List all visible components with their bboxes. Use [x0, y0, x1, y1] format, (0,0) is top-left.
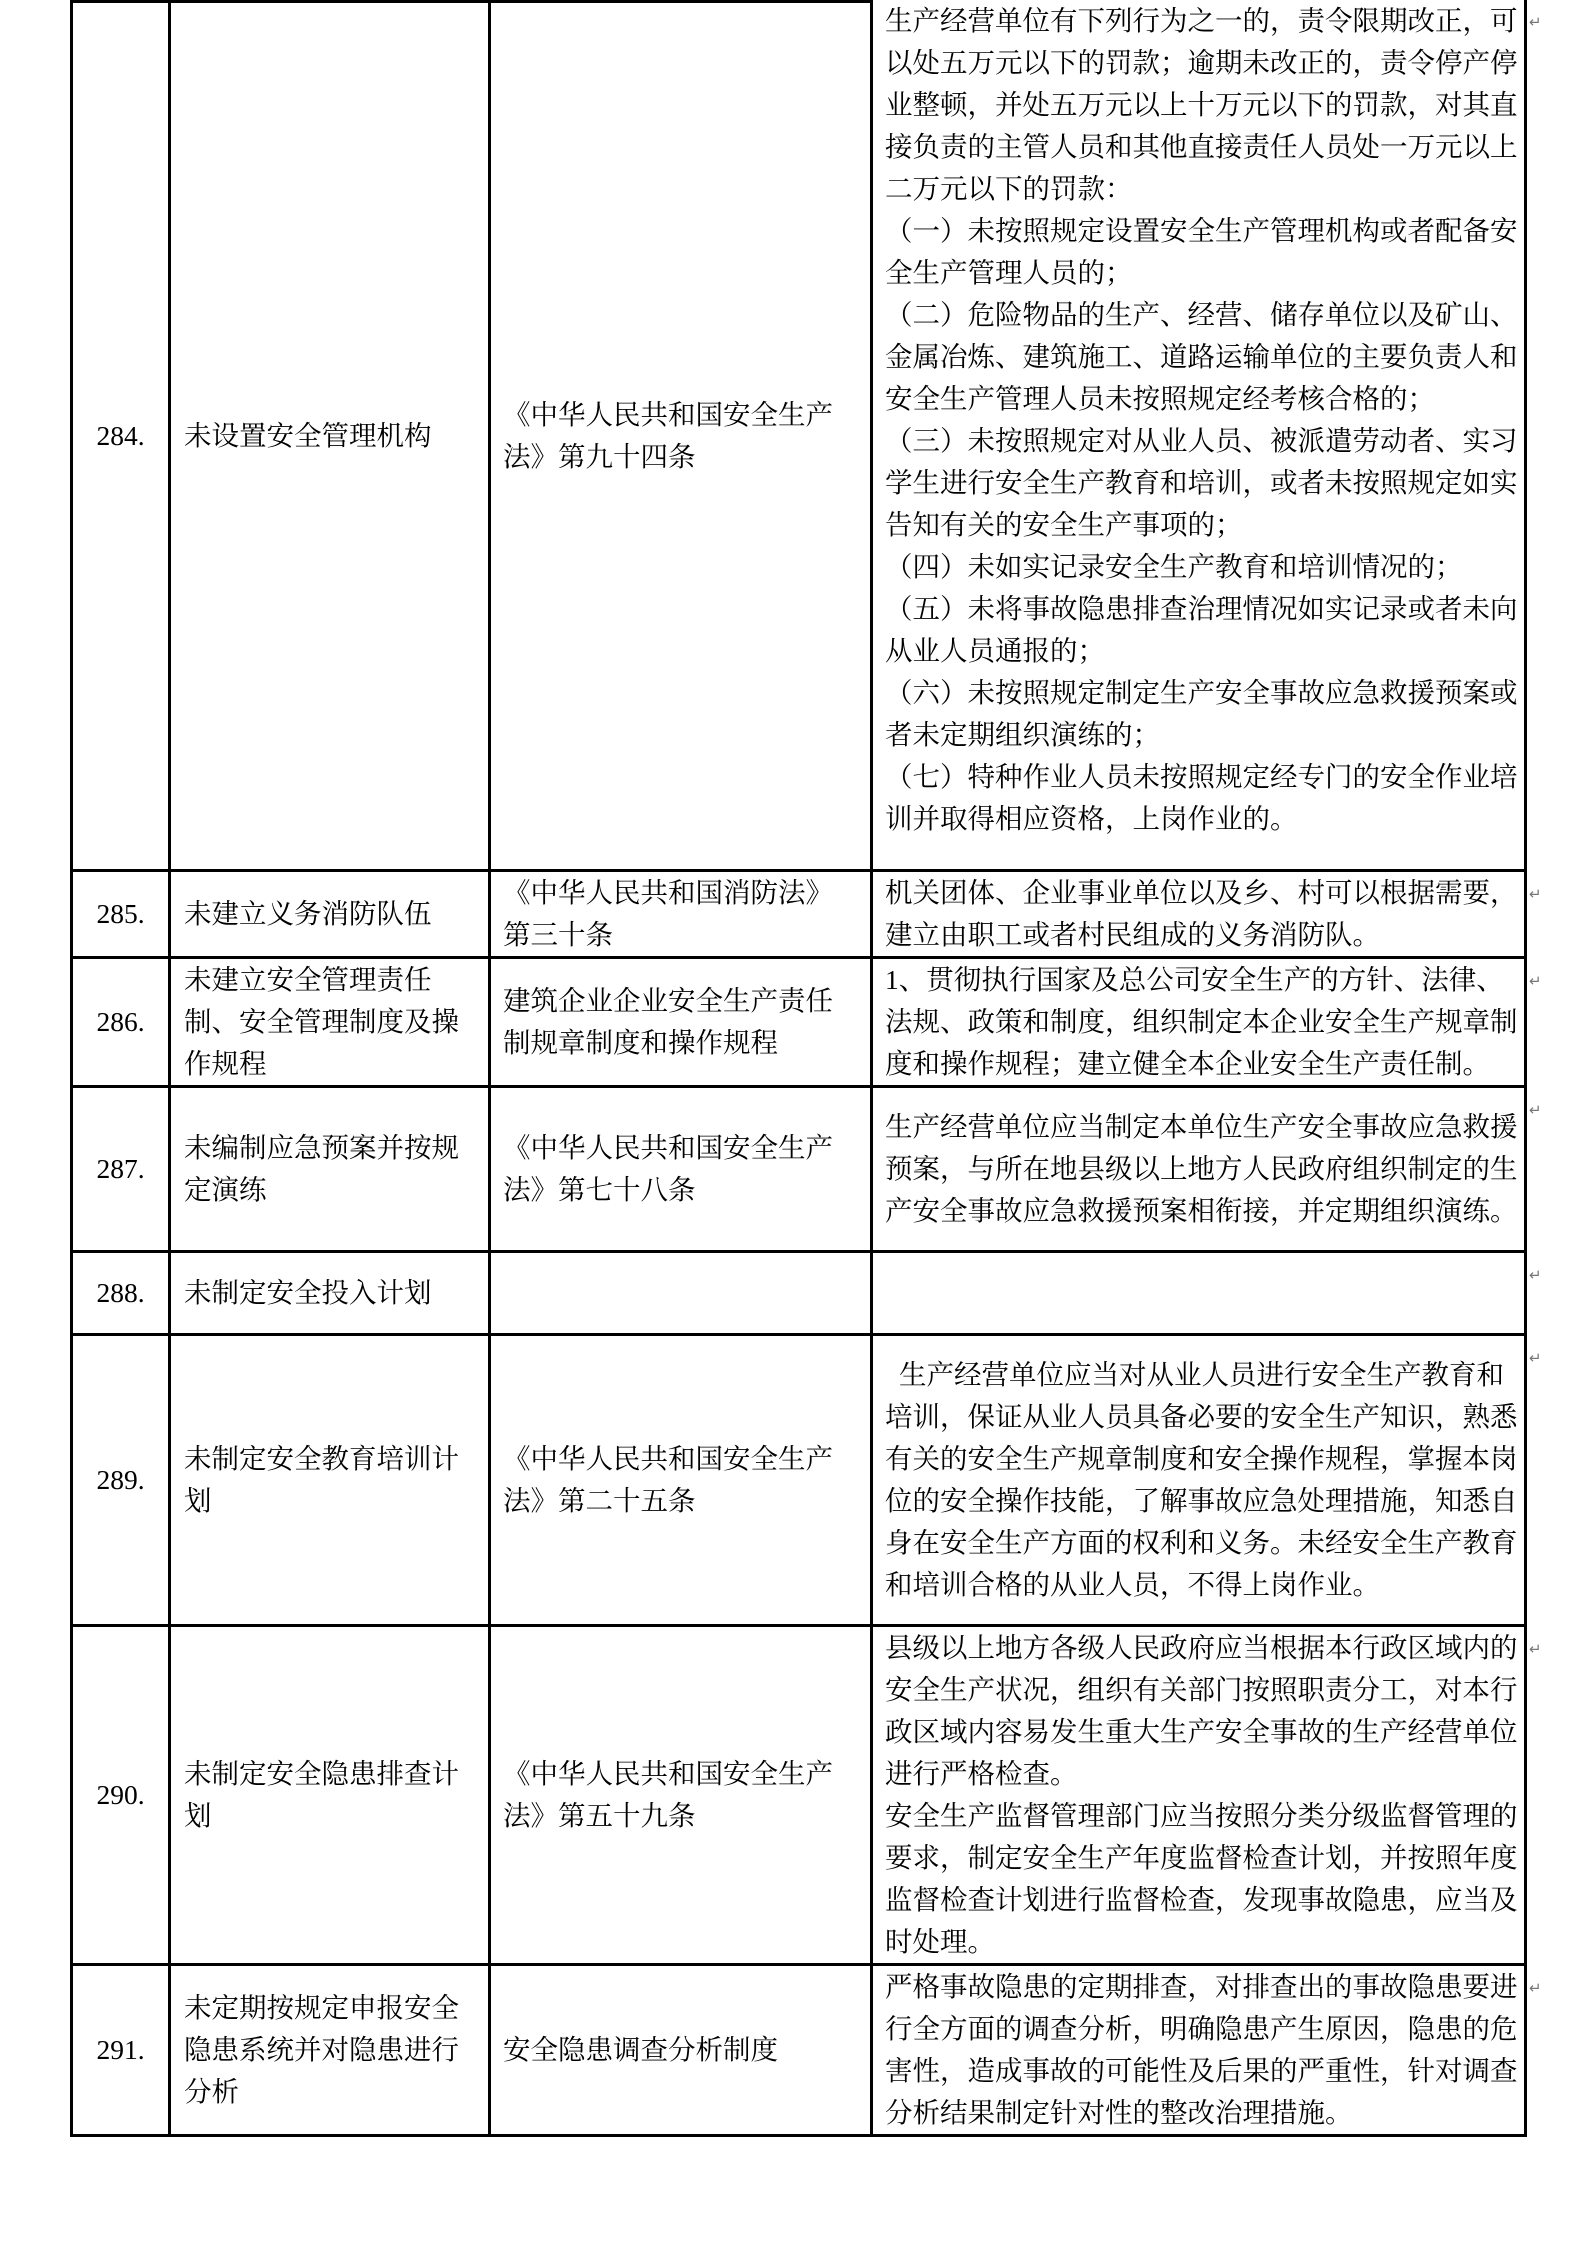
description-paragraph: 安全生产监督管理部门应当按照分类分级监督管理的要求，制定安全生产年度监督检查计划，并按照年度监督检查计划进行监督检查，发现事故隐患，应当及时处理。: [885, 1800, 1518, 1957]
violation-cell: 未定期按规定申报安全隐患系统并对隐患进行分析: [171, 1966, 491, 2134]
row-number-cell: 291.: [73, 1966, 171, 2134]
row-end-paragraph-mark-icon: ↵: [1529, 1349, 1542, 1367]
description-paragraph: 县级以上地方各级人民政府应当根据本行政区域内的安全生产状况，组织有关部门按照职责分工，对本行政区域内容易发生重大生产安全事故的生产经营单位进行严格检查。: [885, 1632, 1518, 1789]
legal-basis-cell: 建筑企业企业安全生产责任制规章制度和操作规程: [491, 959, 873, 1085]
description-paragraph: 生产经营单位应当制定本单位生产安全事故应急救援预案，与所在地县级以上地方人民政府组织制定的生产安全事故应急救援预案相衔接，并定期组织演练。: [885, 1111, 1518, 1226]
table-row: [73, 1088, 1542, 1253]
legal-basis-cell: [491, 1253, 873, 1333]
row-number-cell: 285.: [73, 872, 171, 956]
violation-cell: 未制定安全隐患排查计划: [171, 1627, 491, 1963]
violation-cell: 未建立义务消防队伍: [171, 872, 491, 956]
violation-cell: 未建立安全管理责任制、安全管理制度及操作规程: [171, 959, 491, 1085]
legal-basis-cell: 《中华人民共和国消防法》第三十条: [491, 872, 873, 956]
description-cell: [873, 872, 1524, 956]
description-paragraph: （三）未按照规定对从业人员、被派遣劳动者、实习学生进行安全生产教育和培训，或者未按照规定如实告知有关的安全生产事项的；: [885, 425, 1518, 540]
row-number-cell: 290.: [73, 1627, 171, 1963]
description-cell: [873, 0, 1524, 869]
violation-cell: 未制定安全投入计划: [171, 1253, 491, 1333]
description-paragraph: 生产经营单位应当对从业人员进行安全生产教育和培训，保证从业人员具备必要的安全生产知识，熟悉有关的安全生产规章制度和安全操作规程，掌握本岗位的安全操作技能，了解事故应急处理措施，知悉自身在安全生产方面的权利和义务。未经安全生产教育和培训合格的从业人员，不得上岗作业。: [885, 1359, 1518, 1600]
description-cell: [873, 1253, 1524, 1333]
row-number-cell: 289.: [73, 1336, 171, 1624]
legal-basis-cell: 《中华人民共和国安全生产法》第七十八条: [491, 1088, 873, 1250]
description-paragraph: 严格事故隐患的定期排查，对排查出的事故隐患要进行全方面的调查分析，明确隐患产生原因，隐患的危害性，造成事故的可能性及后果的严重性，针对调查分析结果制定针对性的整改治理措施。: [885, 1971, 1518, 2128]
description-cell: [873, 1088, 1524, 1250]
row-end-paragraph-mark-icon: ↵: [1529, 13, 1542, 31]
description-paragraph: （五）未将事故隐患排查治理情况如实记录或者未向从业人员通报的；: [885, 593, 1518, 666]
description-cell: [873, 1966, 1524, 2134]
description-paragraph: 生产经营单位有下列行为之一的，责令限期改正，可以处五万元以下的罚款；逾期未改正的，责令停产停业整顿，并处五万元以上十万元以下的罚款，对其直接负责的主管人员和其他直接责任人员处一万元以上二万元以下的罚款：: [885, 5, 1518, 204]
row-end-paragraph-mark-icon: ↵: [1529, 1266, 1542, 1284]
description-paragraph: （一）未按照规定设置安全生产管理机构或者配备安全生产管理人员的；: [885, 215, 1518, 288]
table-row: [73, 1336, 1542, 1627]
table-row: [73, 959, 1542, 1088]
violation-cell: 未制定安全教育培训计划: [171, 1336, 491, 1624]
table-row: [73, 0, 1542, 872]
description-paragraph: 1、贯彻执行国家及总公司安全生产的方针、法律、法规、政策和制度，组织制定本企业安全生产规章制度和操作规程；建立健全本企业安全生产责任制。: [885, 964, 1518, 1079]
description-paragraph: （六）未按照规定制定生产安全事故应急救援预案或者未定期组织演练的；: [885, 677, 1518, 750]
description-cell: [873, 1336, 1524, 1624]
table-row: [73, 1966, 1542, 2134]
row-end-paragraph-mark-icon: ↵: [1529, 1640, 1542, 1658]
violation-cell: 未编制应急预案并按规定演练: [171, 1088, 491, 1250]
row-number-cell: 286.: [73, 959, 171, 1085]
row-end-paragraph-mark-icon: ↵: [1529, 1101, 1542, 1119]
violation-cell: 未设置安全管理机构: [171, 0, 491, 869]
legal-basis-cell: 安全隐患调查分析制度: [491, 1966, 873, 2134]
row-number-cell: 287.: [73, 1088, 171, 1250]
description-paragraph: 机关团体、企业事业单位以及乡、村可以根据需要，建立由职工或者村民组成的义务消防队。: [885, 877, 1518, 950]
violations-table: [70, 0, 1542, 2137]
description-cell: [873, 1627, 1524, 1963]
description-paragraph: （二）危险物品的生产、经营、储存单位以及矿山、金属冶炼、建筑施工、道路运输单位的主要负责人和安全生产管理人员未按照规定经考核合格的；: [885, 299, 1518, 414]
row-number-cell: 288.: [73, 1253, 171, 1333]
row-end-paragraph-mark-icon: ↵: [1529, 1979, 1542, 1997]
legal-basis-cell: 《中华人民共和国安全生产法》第二十五条: [491, 1336, 873, 1624]
row-end-paragraph-mark-icon: ↵: [1529, 885, 1542, 903]
description-cell: [873, 959, 1524, 1085]
description-paragraph: （四）未如实记录安全生产教育和培训情况的；: [885, 551, 1463, 582]
table-row: [73, 1627, 1542, 1966]
table-row: [73, 1253, 1542, 1336]
legal-basis-cell: 《中华人民共和国安全生产法》第五十九条: [491, 1627, 873, 1963]
row-number-cell: 284.: [73, 0, 171, 869]
table-row: [73, 872, 1542, 959]
row-end-paragraph-mark-icon: ↵: [1529, 972, 1542, 990]
description-paragraph: （七）特种作业人员未按照规定经专门的安全作业培训并取得相应资格，上岗作业的。: [885, 761, 1518, 834]
legal-basis-cell: 《中华人民共和国安全生产法》第九十四条: [491, 0, 873, 869]
